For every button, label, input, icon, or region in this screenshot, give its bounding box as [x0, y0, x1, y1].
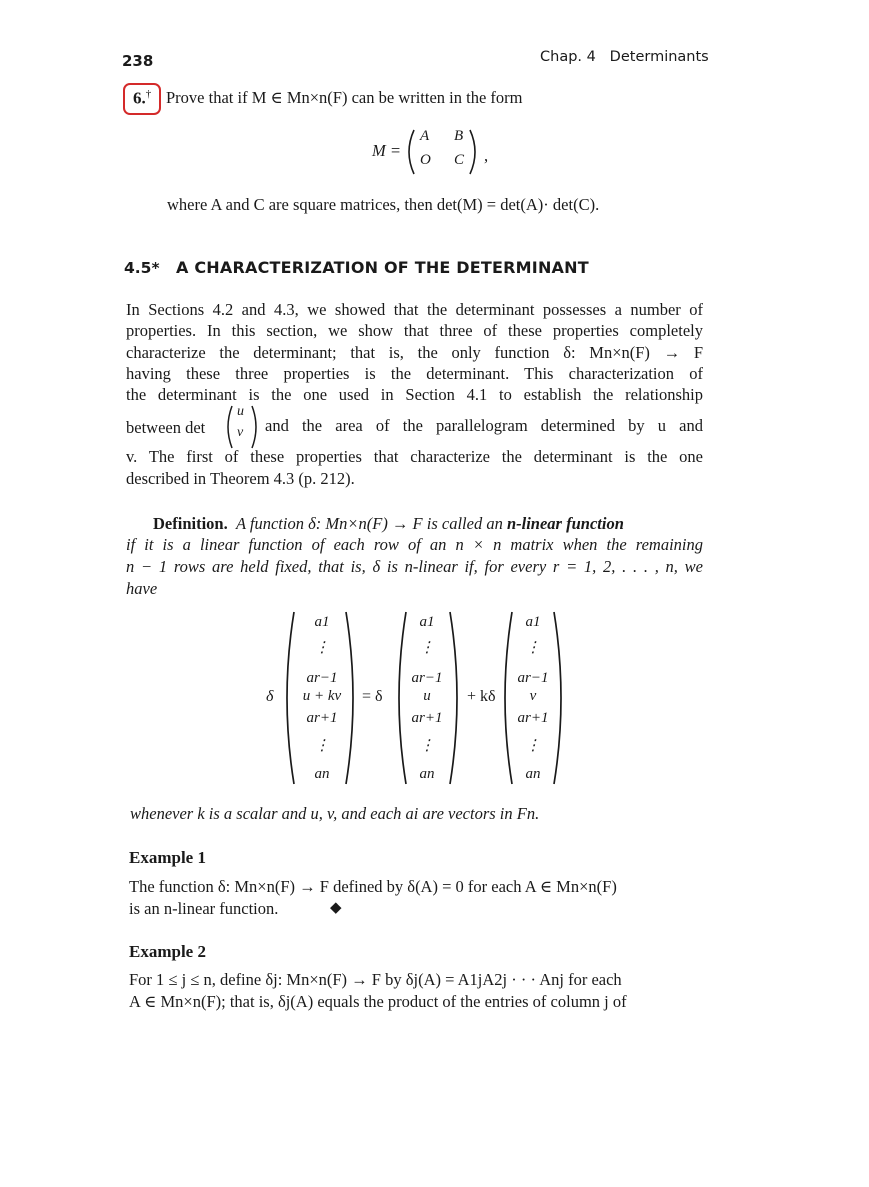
page-number: 238: [122, 52, 154, 70]
col-entry: ⋮: [314, 738, 330, 754]
col-entry: a1: [314, 614, 330, 630]
eq-plus-text: + kδ: [467, 688, 496, 705]
col-entry: an: [525, 766, 541, 782]
exercise-number-label: 6.: [133, 88, 146, 108]
intro-line: characterize the determinant; that is, the only function δ: Mn×n(F) → F: [126, 343, 703, 362]
col-entry: u + kv: [302, 688, 342, 704]
example2-title: Example 2: [129, 942, 206, 961]
eq-delta: δ: [266, 688, 274, 705]
col-entry: u: [423, 688, 431, 704]
end-of-example-diamond-icon: ◆: [330, 900, 342, 916]
det-vector-v: v: [237, 425, 244, 440]
intro-line: described in Theorem 4.3 (p. 212).: [126, 469, 355, 488]
block-matrix-brackets: [404, 128, 494, 176]
matrix-comma: ,: [484, 146, 489, 165]
example2-line: For 1 ≤ j ≤ n, define δj: Mn×n(F) → F by δj(A) = A1jA2j · · · Anj for each: [129, 970, 622, 989]
intro-line: having these three properties is the determinant. This characterization of: [126, 364, 703, 383]
eq-equals: [362, 688, 383, 706]
col-entry: ar+1: [517, 710, 549, 726]
definition-term: n-linear function: [506, 514, 624, 533]
col-entry: ar−1: [306, 670, 338, 686]
col-entry: a1: [419, 614, 435, 630]
matrix-o: O: [420, 152, 431, 168]
matrix-lhs: M =: [372, 141, 402, 160]
example1-line: The function δ: Mn×n(F) → F defined by δ(A) = 0 for each A ∈ Mn×n(F): [129, 877, 617, 896]
eq-column-3: [510, 614, 556, 784]
running-head: Chap. 4 Determinants: [540, 49, 709, 65]
col-entry: ⋮: [525, 738, 541, 754]
intro-det-suffix: and the area of the parallelogram determined by u and: [265, 416, 703, 435]
exercise-number: [133, 88, 151, 109]
section-title: A CHARACTERIZATION OF THE DETERMINANT: [176, 258, 589, 277]
definition-line: if it is a linear function of each row of an n × n matrix when the remaining: [126, 535, 703, 554]
example1-title: Example 1: [129, 848, 206, 867]
section-number: 4.5*: [124, 259, 160, 277]
exercise-text-line1: Prove that if M ∈ Mn×n(F) can be written in the form: [166, 88, 523, 107]
definition-after: whenever k is a scalar and u, v, and each ai are vectors in Fn.: [130, 804, 540, 823]
col-entry: ⋮: [314, 640, 330, 656]
eq-equals-text: = δ: [362, 688, 383, 705]
intro-line: v. The first of these properties that characterize the determinant is the one: [126, 447, 703, 466]
example1-line: is an n-linear function.: [129, 899, 279, 918]
matrix-c: C: [454, 152, 465, 168]
definition-text: A function δ: Mn×n(F) → F is called an: [235, 514, 503, 533]
eq-column-2: [404, 614, 450, 784]
definition-line: have: [126, 579, 158, 598]
intro-line: In Sections 4.2 and 4.3, we showed that the determinant possesses a number of: [126, 300, 703, 319]
matrix-a: A: [420, 128, 430, 144]
col-entry: v: [529, 688, 537, 704]
eq-plus: [467, 688, 496, 706]
example2-line: A ∈ Mn×n(F); that is, δj(A) equals the product of the entries of column j of: [129, 992, 627, 1011]
col-entry: ⋮: [419, 640, 435, 656]
intro-det-prefix: between det: [126, 418, 206, 437]
definition-first-line: [153, 514, 624, 534]
exercise-text-line2: where A and C are square matrices, then det(M) = det(A)· det(C).: [167, 195, 600, 214]
definition-line: n − 1 rows are held fixed, that is, δ is n-linear if, for every r = 1, 2, . . . , n, we: [126, 557, 703, 576]
col-entry: ar−1: [411, 670, 443, 686]
col-entry: ⋮: [525, 640, 541, 656]
col-entry: ⋮: [419, 738, 435, 754]
col-entry: an: [314, 766, 330, 782]
det-vector-u: u: [237, 404, 244, 419]
intro-line: properties. In this section, we show that three of these properties completely: [126, 321, 703, 340]
eq-column-1: [292, 614, 352, 784]
dagger-mark: †: [145, 88, 152, 100]
col-entry: a1: [525, 614, 541, 630]
col-entry: ar−1: [517, 670, 549, 686]
col-entry: ar+1: [306, 710, 338, 726]
intro-line: the determinant is the one used in Section 4.1 to establish the relationship: [126, 385, 703, 404]
col-entry: ar+1: [411, 710, 443, 726]
matrix-b: B: [454, 128, 464, 144]
col-entry: an: [419, 766, 435, 782]
definition-label: Definition.: [153, 514, 228, 533]
